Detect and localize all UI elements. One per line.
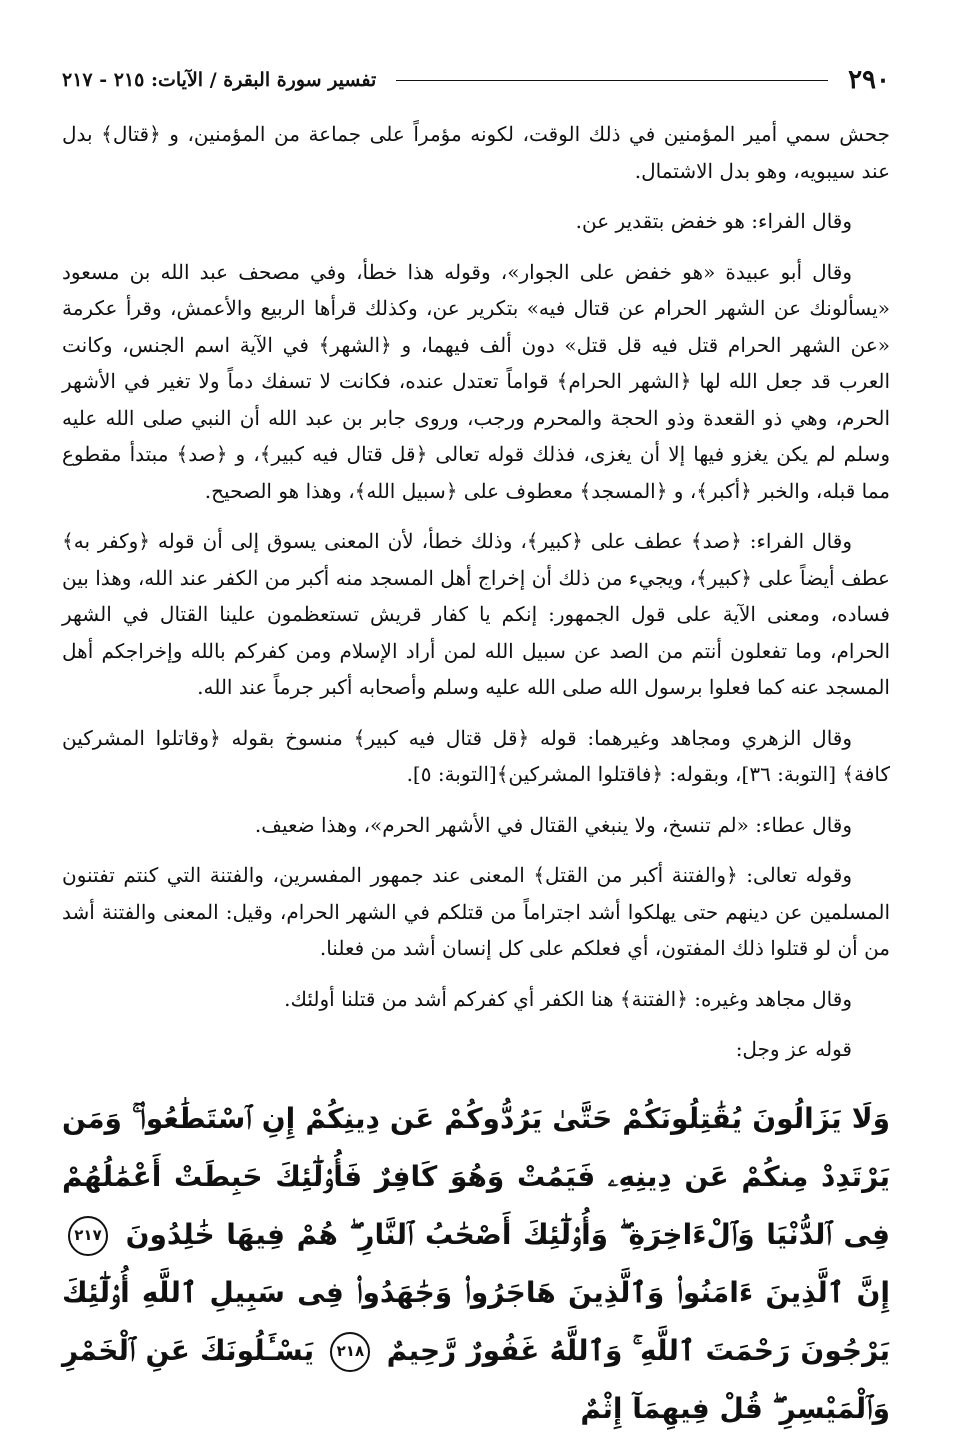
- paragraph: جحش سمي أمير المؤمنين في ذلك الوقت، لكونه مؤمراً على جماعة من المؤمنين، و ﴿قتال﴾ بدل عند سيبويه، وهو بدل الاشتمال.: [62, 122, 890, 183]
- verse-text: إِنَّ ٱلَّذِينَ ءَامَنُوا۟ وَٱلَّذِينَ هَاجَرُوا۟ وَجَٰهَدُوا۟ فِى سَبِيلِ ٱللَّهِ أُو۟لَٰٓئِكَ يَرْجُونَ رَحْمَتَ ٱللَّهِ ۚ وَٱللَّهُ غَفُورٌ رَّحِيمٌ: [62, 1275, 890, 1367]
- quran-verses: [62, 1090, 890, 1438]
- ayah-number-marker: ٢١٨: [330, 1332, 370, 1372]
- verse-text: وَلَا يَزَالُونَ يُقَٰتِلُونَكُمْ حَتَّىٰ يَرُدُّوكُمْ عَن دِينِكُمْ إِنِ ٱسْتَطَٰعُوا۟ ۚ وَمَن يَرْتَدِدْ مِنكُمْ عَن دِينِهِۦ فَيَمُتْ وَهُوَ كَافِرٌ فَأُو۟لَٰٓئِكَ حَبِطَتْ أَعْمَٰلُهُمْ فِى ٱلدُّنْيَا وَٱلْءَاخِرَةِ ۖ وَأُو۟لَٰٓئِكَ أَصْحَٰبُ ٱلنَّارِ ۖ هُمْ فِيهَا خَٰلِدُونَ: [62, 1101, 891, 1251]
- paragraph: وقال عطاء: «لم تنسخ، ولا ينبغي القتال في الأشهر الحرم»، وهذا ضعيف.: [254, 812, 852, 837]
- page-number: ٢٩٠: [848, 65, 890, 95]
- header-rule: [396, 80, 828, 81]
- verse-text: يَسْـَٔلُونَكَ عَنِ ٱلْخَمْرِ وَٱلْمَيْسِرِ ۖ قُلْ فِيهِمَآ إِثْمٌ: [62, 1333, 890, 1425]
- paragraph: وقال أبو عبيدة «هو خفض على الجوار»، وقوله هذا خطأ، وفي مصحف عبد الله بن مسعود «يسألونك عن الشهر الحرام عن قتال فيه» بتكرير عن، وكذلك قرأها الربيع والأعمش، وقرأ عكرمة «عن الشهر الحرام قتل فيه قل قتل» دون ألف فيهما، و ﴿الشهر﴾ في الآية اسم الجنس، وكانت العرب قد جعل الله لها ﴿الشهر الحرام﴾ قواماً تعتدل عنده، فكانت لا تسفك دماً ولا تغير في الأشهر الحرم، وهي ذو القعدة وذو الحجة والمحرم ورجب، وروى جابر بن عبد الله أن النبي صلى الله عليه وسلم لم يكن يغزو فيها إلا أن يغزى، فذلك قوله تعالى ﴿قل قتال فيه كبير﴾، و ﴿صد﴾ مبتدأ مقطوع مما قبله، والخبر ﴿أكبر﴾، و ﴿المسجد﴾ معطوف على ﴿سبيل الله﴾، وهذا هو الصحيح.: [62, 259, 891, 503]
- paragraph: وقال الفراء: هو خفض بتقدير عن.: [575, 209, 852, 233]
- paragraph: وقال مجاهد وغيره: ﴿الفتنة﴾ هنا الكفر أي كفركم أشد من قتلنا أولئك.: [284, 986, 852, 1011]
- ayah-number-marker: ٢١٧: [68, 1216, 108, 1256]
- running-title: تفسير سورة البقرة / الآيات: ٢١٥ - ٢١٧: [62, 69, 377, 91]
- paragraph: وقوله تعالى: ﴿والفتنة أكبر من القتل﴾ المعنى عند جمهور المفسرين، والفتنة التي كنتم تفتنون المسلمين عن دينهم حتى يهلكوا أشد اجتراماً من قتلكم في الشهر الحرام، وقيل: المعنى والفتنة أشد من أن لو قتلوا ذلك المفتون، أي فعلكم على كل إنسان أشد من فعلنا.: [62, 863, 890, 960]
- paragraph: قوله عز وجل:: [735, 1037, 852, 1061]
- paragraph: وقال الفراء: ﴿صد﴾ عطف على ﴿كبير﴾، وذلك خطأ، لأن المعنى يسوق إلى أن قوله ﴿وكفر به﴾ عطف أيضاً على ﴿كبير﴾، ويجيء من ذلك أن إخراج أهل المسجد منه أكبر من الكفر عند الله، وهذا بين فساده، ومعنى الآية على قول الجمهور: إنكم يا كفار قريش تستعظمون علينا القتال في الشهر الحرام، وما تفعلون أنتم من الصد عن سبيل الله لمن أراد الإسلام ومن كفركم بالله وإخراجكم أهل المسجد عنه كما فعلوا برسول الله صلى الله عليه وسلم وأصحابه أكبر جرماً عند الله.: [62, 529, 890, 699]
- page-header: [62, 60, 890, 100]
- page-body: [62, 116, 890, 1438]
- paragraph: وقال الزهري ومجاهد وغيرهما: قوله ﴿قل قتال فيه كبير﴾ منسوخ بقوله ﴿وقاتلوا المشركين كافة﴾ [التوبة: ٣٦]، وبقوله: ﴿فاقتلوا المشركين﴾[التوبة: ٥].: [62, 725, 890, 786]
